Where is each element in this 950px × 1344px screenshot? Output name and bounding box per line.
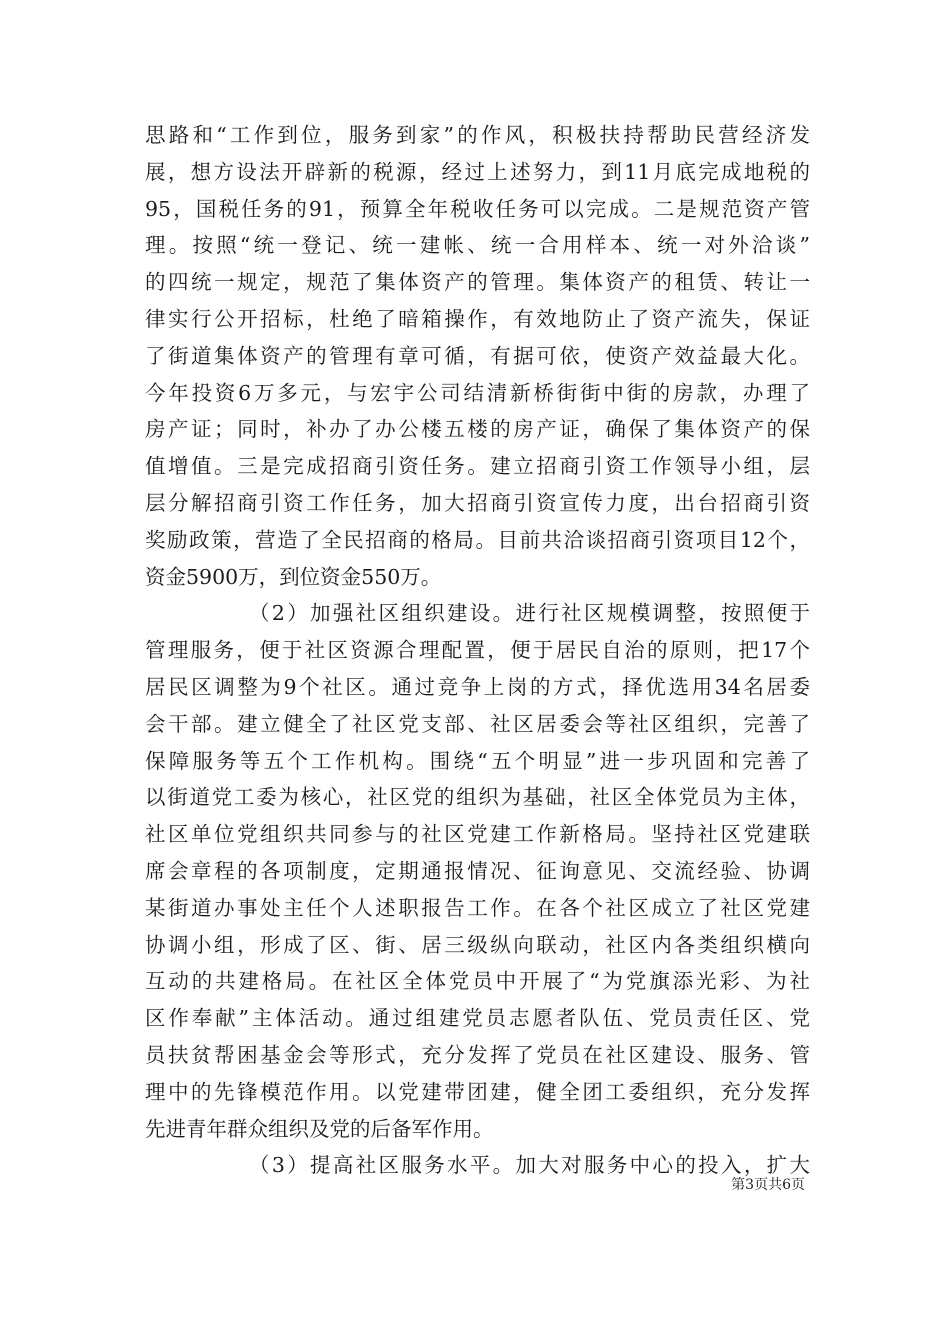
text-line: 某街道办事处主任个人述职报告工作。在各个社区成立了社区党建: [145, 895, 810, 920]
text-line: 律实行公开招标，杜绝了暗箱操作，有效地防止了资产流失，保证: [145, 306, 810, 331]
text-line: 的四统一规定，规范了集体资产的管理。集体资产的租赁、转让一: [145, 270, 810, 295]
text-line: 员扶贫帮困基金会等形式，充分发挥了党员在社区建设、服务、管: [145, 1042, 810, 1067]
text-line: 值增值。三是完成招商引资任务。建立招商引资工作领导小组，层: [145, 454, 810, 479]
text-line: 今年投资6万多元，与宏宇公司结清新桥街街中街的房款，办理了: [145, 380, 810, 405]
text-line-paragraph-end: 先进青年群众组织及党的后备军作用。: [145, 1116, 494, 1141]
text-line: 席会章程的各项制度，定期通报情况、征询意见、交流经验、协调: [145, 858, 810, 883]
text-line: 理。按照“统一登记、统一建帐、统一合用样本、统一对外洽谈”: [145, 233, 810, 258]
text-line: 社区单位党组织共同参与的社区党建工作新格局。坚持社区党建联: [145, 822, 810, 847]
text-line: 协调小组，形成了区、街、居三级纵向联动，社区内各类组织横向: [145, 932, 810, 957]
text-line: 层分解招商引资工作任务，加大招商引资宣传力度，出台招商引资: [145, 490, 810, 515]
text-line: 理中的先锋模范作用。以党建带团建，健全团工委组织，充分发挥: [145, 1079, 810, 1104]
text-line: 管理服务，便于社区资源合理配置，便于居民自治的原则，把17个: [145, 638, 810, 663]
text-line-paragraph-start: （2）加强社区组织建设。进行社区规模调整，按照便于: [249, 601, 810, 626]
text-line: 以街道党工委为核心，社区党的组织为基础，社区全体党员为主体，: [145, 785, 810, 810]
text-line-paragraph-start: （3）提高社区服务水平。加大对服务中心的投入，扩大: [249, 1153, 810, 1178]
text-line: 95，国税任务的91，预算全年税收任务可以完成。二是规范资产管: [145, 196, 810, 221]
text-line-paragraph-end: 资金5900万，到位资金550万。: [145, 564, 442, 589]
text-line: 奖励政策，营造了全民招商的格局。目前共洽谈招商引资项目12个，: [145, 527, 810, 552]
text-line: 了街道集体资产的管理有章可循，有据可依，使资产效益最大化。: [145, 343, 810, 368]
page-number: 第3页共6页: [731, 1177, 805, 1193]
text-line: 保障服务等五个工作机构。围绕“五个明显”进一步巩固和完善了: [145, 748, 810, 773]
text-line: 区作奉献”主体活动。通过组建党员志愿者队伍、党员责任区、党: [145, 1006, 810, 1031]
text-line: 会干部。建立健全了社区党支部、社区居委会等社区组织，完善了: [145, 711, 810, 736]
text-line: 房产证；同时，补办了办公楼五楼的房产证，确保了集体资产的保: [145, 417, 810, 442]
text-line: 居民区调整为9个社区。通过竞争上岗的方式，择优选用34名居委: [145, 674, 810, 699]
text-line: 思路和“工作到位，服务到家”的作风，积极扶持帮助民营经济发: [145, 123, 810, 147]
body-text: [145, 117, 810, 1184]
text-line: 展，想方设法开辟新的税源，经过上述努力，到11月底完成地税的: [145, 159, 810, 184]
text-line: 互动的共建格局。在社区全体党员中开展了“为党旗添光彩、为社: [145, 969, 810, 994]
